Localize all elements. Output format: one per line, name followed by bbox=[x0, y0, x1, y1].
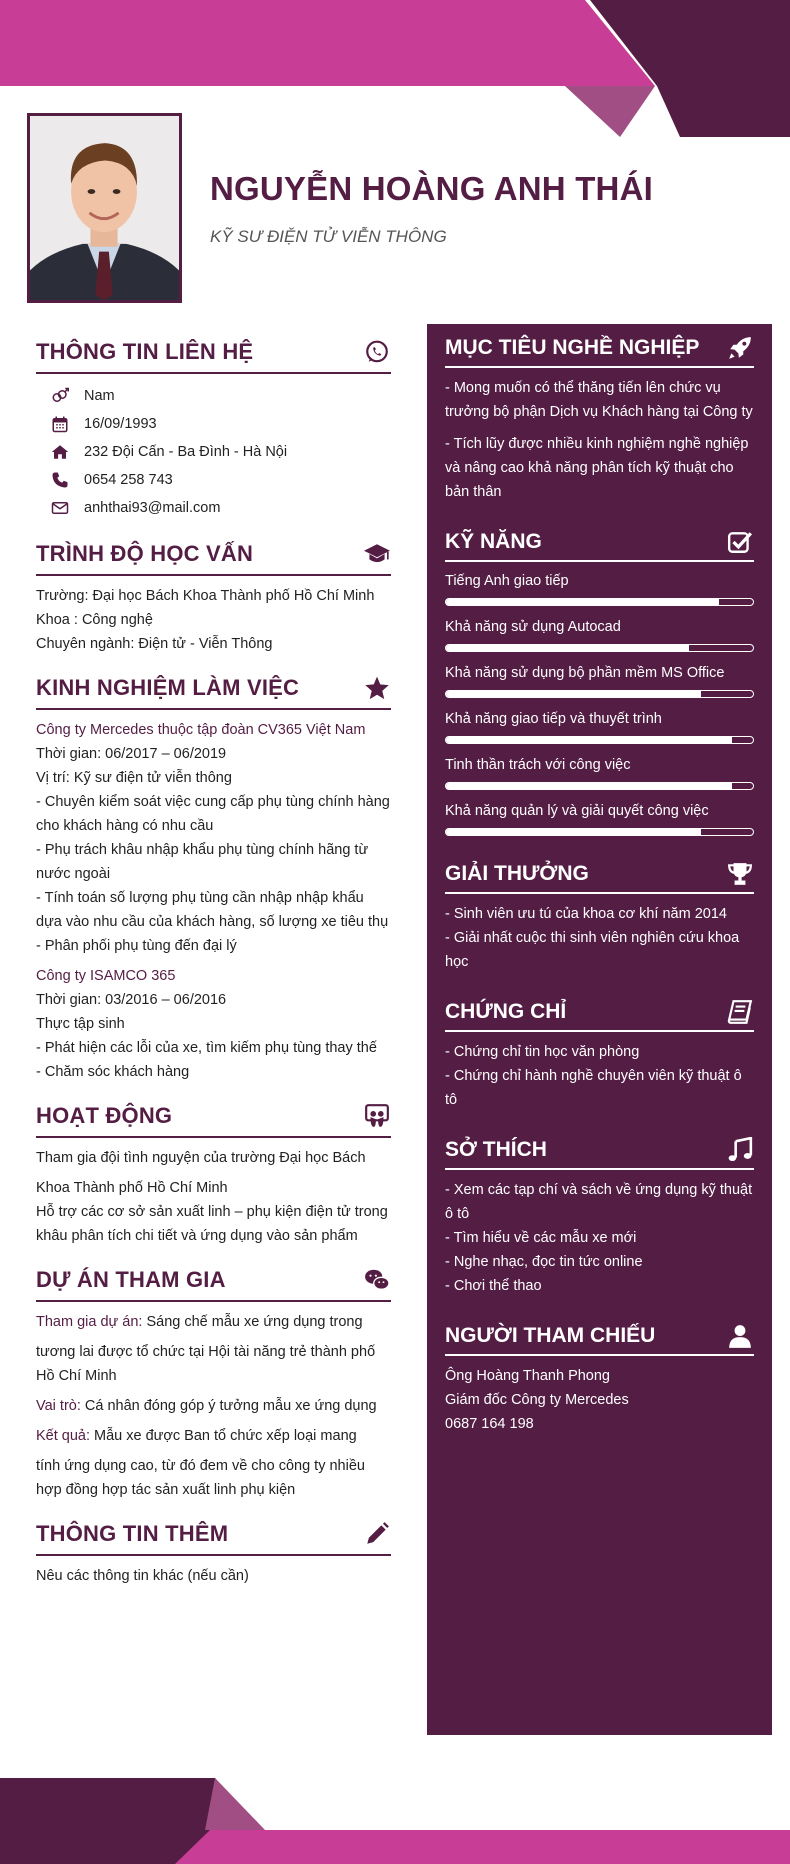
contact-birthday: 16/09/1993 bbox=[84, 416, 157, 432]
education-major: Chuyên ngành: Điện tử - Viễn Thông bbox=[36, 636, 273, 652]
rocket-icon bbox=[726, 334, 754, 362]
job-line: Thời gian: 06/2017 – 06/2019 bbox=[36, 746, 227, 762]
project-join-text: Sáng chế mẫu xe ứng dụng trong bbox=[142, 1314, 363, 1330]
award-item: - Giải nhất cuộc thi sinh viên nghiên cứu khoa học bbox=[445, 930, 740, 970]
job-line: - Phụ trách khâu nhập khẩu phụ tùng chính hãng từ nước ngoài bbox=[36, 842, 369, 882]
projects-heading bbox=[36, 1264, 391, 1302]
contact-phone: 0654 258 743 bbox=[84, 472, 173, 488]
footer-pink-banner bbox=[175, 1830, 790, 1864]
hobby-item: - Chơi thể thao bbox=[445, 1278, 542, 1294]
skills-section bbox=[445, 518, 754, 836]
contact-gender-row bbox=[36, 382, 391, 410]
skill-bar bbox=[445, 736, 754, 744]
skill-item bbox=[445, 662, 754, 698]
skill-label: Tinh thần trách với công việc bbox=[445, 757, 631, 773]
project-result bbox=[36, 1424, 391, 1448]
objective-section bbox=[445, 324, 754, 504]
header-pink-banner bbox=[0, 0, 655, 86]
skill-item bbox=[445, 570, 754, 606]
reference-line: Giám đốc Công ty Mercedes bbox=[445, 1392, 629, 1408]
project-result-text-2: tính ứng dụng cao, từ đó đem về cho công ty nhiều hợp đồng hợp tác sản xuất linh phụ kiện bbox=[36, 1458, 365, 1498]
award-item: - Sinh viên ưu tú của khoa cơ khí năm 2014 bbox=[445, 906, 727, 922]
skills-title: KỸ NĂNG bbox=[445, 529, 542, 553]
left-column bbox=[36, 336, 391, 1604]
activities-section bbox=[36, 1100, 391, 1248]
candidate-job-title: KỸ SƯ ĐIỆN TỬ VIỄN THÔNG bbox=[210, 227, 447, 246]
skills-heading bbox=[445, 518, 754, 562]
skill-bar bbox=[445, 690, 754, 698]
job-line: - Chuyên kiểm soát việc cung cấp phụ tùng chính hàng cho khách hàng có nhu cầu bbox=[36, 794, 390, 834]
right-column bbox=[427, 324, 772, 1735]
book-icon bbox=[726, 998, 754, 1026]
avatar bbox=[27, 113, 182, 303]
hobbies-title: SỞ THÍCH bbox=[445, 1137, 547, 1161]
star-icon bbox=[363, 674, 391, 702]
slideshare-icon bbox=[363, 1102, 391, 1130]
education-heading bbox=[36, 538, 391, 576]
contact-email-row bbox=[36, 494, 391, 522]
skill-label: Khả năng quản lý và giải quyết công việc bbox=[445, 803, 709, 819]
skill-item bbox=[445, 708, 754, 744]
candidate-name: NGUYỄN HOÀNG ANH THÁI bbox=[210, 170, 653, 207]
skill-bar bbox=[445, 782, 754, 790]
skill-bar-fill bbox=[446, 783, 732, 789]
contact-phone-row bbox=[36, 466, 391, 494]
hobby-item: - Xem các tạp chí và sách về ứng dụng kỹ thuật ô tô bbox=[445, 1182, 753, 1222]
activities-heading bbox=[36, 1100, 391, 1138]
extra-title: THÔNG TIN THÊM bbox=[36, 1521, 229, 1546]
hobby-item: - Nghe nhạc, đọc tin tức online bbox=[445, 1254, 643, 1270]
skill-bar bbox=[445, 644, 754, 652]
contact-email: anhthai93@mail.com bbox=[84, 500, 221, 516]
home-icon bbox=[50, 443, 70, 461]
contact-address: 232 Đội Cấn - Ba Đình - Hà Nội bbox=[84, 444, 288, 460]
envelope-icon bbox=[50, 499, 70, 517]
contact-birthday-row bbox=[36, 410, 391, 438]
skill-item bbox=[445, 800, 754, 836]
calendar-icon bbox=[50, 415, 70, 433]
job-company: Công ty ISAMCO 365 bbox=[36, 968, 176, 984]
skill-item bbox=[445, 616, 754, 652]
references-heading bbox=[445, 1312, 754, 1356]
objective-paragraph: - Tích lũy được nhiều kinh nghiệm nghề nghiệp và nâng cao khả năng phân tích kỹ thuật cho bản thân bbox=[445, 436, 749, 500]
skill-label: Khả năng sử dụng Autocad bbox=[445, 619, 621, 635]
reference-line: 0687 164 198 bbox=[445, 1416, 534, 1432]
project-result-label: Kết quả: bbox=[36, 1428, 91, 1444]
skill-label: Tiếng Anh giao tiếp bbox=[445, 573, 569, 589]
job-line: - Chăm sóc khách hàng bbox=[36, 1064, 190, 1080]
phone-icon bbox=[50, 471, 70, 489]
hobby-item: - Tìm hiểu về các mẫu xe mới bbox=[445, 1230, 637, 1246]
job-line: - Phân phối phụ tùng đến đại lý bbox=[36, 938, 237, 954]
job-line: Thực tập sinh bbox=[36, 1016, 125, 1032]
pencil-icon bbox=[363, 1520, 391, 1548]
project-join-label: Tham gia dự án: bbox=[36, 1314, 143, 1330]
gender-icon bbox=[50, 387, 70, 405]
project-role-label: Vai trò: bbox=[36, 1398, 81, 1414]
certificate-item: - Chứng chỉ hành nghề chuyên viên kỹ thuật ô tô bbox=[445, 1068, 742, 1108]
certificates-title: CHỨNG CHỈ bbox=[445, 999, 567, 1023]
project-join-text-2: tương lai được tổ chức tại Hội tài năng trẻ thành phố Hồ Chí Minh bbox=[36, 1344, 376, 1384]
extra-section bbox=[36, 1518, 391, 1588]
project-join bbox=[36, 1310, 391, 1334]
job-line: Vị trí: Kỹ sư điện tử viễn thông bbox=[36, 770, 232, 786]
skill-bar-fill bbox=[446, 599, 719, 605]
skill-bar bbox=[445, 598, 754, 606]
skill-label: Khả năng sử dụng bộ phần mềm MS Office bbox=[445, 665, 725, 681]
trophy-icon bbox=[726, 860, 754, 888]
skills-list bbox=[445, 570, 754, 836]
whatsapp-icon bbox=[363, 338, 391, 366]
extra-heading bbox=[36, 1518, 391, 1556]
checkbox-icon bbox=[726, 528, 754, 556]
certificates-section bbox=[445, 988, 754, 1112]
certificate-item: - Chứng chỉ tin học văn phòng bbox=[445, 1044, 640, 1060]
project-role-text: Cá nhân đóng góp ý tưởng mẫu xe ứng dụng bbox=[80, 1398, 377, 1414]
skill-bar-fill bbox=[446, 645, 689, 651]
hobbies-heading bbox=[445, 1126, 754, 1170]
extra-text: Nêu các thông tin khác (nếu cần) bbox=[36, 1568, 249, 1584]
activity-line: Tham gia đội tình nguyện của trường Đại học Bách bbox=[36, 1150, 366, 1166]
projects-section bbox=[36, 1264, 391, 1502]
activity-line: Khoa Thành phố Hồ Chí Minh bbox=[36, 1180, 228, 1196]
objective-heading bbox=[445, 324, 754, 368]
certificates-heading bbox=[445, 988, 754, 1032]
job-line: - Phát hiện các lỗi của xe, tìm kiếm phụ tùng thay thế bbox=[36, 1040, 377, 1056]
footer-accent-triangle bbox=[205, 1778, 265, 1830]
contact-gender: Nam bbox=[84, 388, 115, 404]
education-title: TRÌNH ĐỘ HỌC VẤN bbox=[36, 541, 254, 566]
skill-bar-fill bbox=[446, 737, 732, 743]
header-accent-triangle bbox=[565, 86, 655, 137]
contact-section bbox=[36, 336, 391, 522]
project-role bbox=[36, 1394, 391, 1418]
awards-section bbox=[445, 850, 754, 974]
job-line: - Tính toán số lượng phụ tùng cần nhập nhập khẩu dựa vào nhu cầu của khách hàng, số lượng xe tiêu thụ bbox=[36, 890, 389, 930]
education-faculty: Khoa : Công nghệ bbox=[36, 612, 153, 628]
experience-section bbox=[36, 672, 391, 1084]
user-icon bbox=[726, 1322, 754, 1350]
graduation-cap-icon bbox=[363, 540, 391, 568]
education-school: Trường: Đại học Bách Khoa Thành phố Hồ Chí Minh bbox=[36, 588, 375, 604]
activities-title: HOẠT ĐỘNG bbox=[36, 1103, 173, 1128]
activity-line: Hỗ trợ các cơ sở sản xuất linh – phụ kiện điện tử trong khâu phân tích chi tiết và ứng dụng vào sản phẩm bbox=[36, 1204, 388, 1244]
skill-bar bbox=[445, 828, 754, 836]
hobbies-section bbox=[445, 1126, 754, 1298]
skill-bar-fill bbox=[446, 829, 701, 835]
skill-item bbox=[445, 754, 754, 790]
contact-title: THÔNG TIN LIÊN HỆ bbox=[36, 339, 254, 364]
skill-label: Khả năng giao tiếp và thuyết trình bbox=[445, 711, 662, 727]
awards-heading bbox=[445, 850, 754, 894]
contact-address-row bbox=[36, 438, 391, 466]
awards-title: GIẢI THƯỞNG bbox=[445, 861, 589, 885]
projects-title: DỰ ÁN THAM GIA bbox=[36, 1267, 226, 1292]
music-note-icon bbox=[726, 1136, 754, 1164]
objective-paragraph: - Mong muốn có thể thăng tiến lên chức vụ trưởng bộ phận Dịch vụ Khách hàng tại Công ty bbox=[445, 380, 753, 420]
project-result-text: Mẫu xe được Ban tổ chức xếp loại mang bbox=[90, 1428, 357, 1444]
experience-heading bbox=[36, 672, 391, 710]
references-title: NGƯỜI THAM CHIẾU bbox=[445, 1323, 656, 1347]
job-company: Công ty Mercedes thuộc tập đoàn CV365 Việt Nam bbox=[36, 722, 366, 738]
contact-heading bbox=[36, 336, 391, 374]
experience-title: KINH NGHIỆM LÀM VIỆC bbox=[36, 675, 300, 700]
reference-line: Ông Hoàng Thanh Phong bbox=[445, 1368, 611, 1384]
job-line: Thời gian: 03/2016 – 06/2016 bbox=[36, 992, 227, 1008]
objective-title: MỤC TIÊU NGHỀ NGHIỆP bbox=[445, 335, 700, 359]
references-section bbox=[445, 1312, 754, 1436]
wechat-icon bbox=[363, 1266, 391, 1294]
skill-bar-fill bbox=[446, 691, 701, 697]
education-section bbox=[36, 538, 391, 656]
